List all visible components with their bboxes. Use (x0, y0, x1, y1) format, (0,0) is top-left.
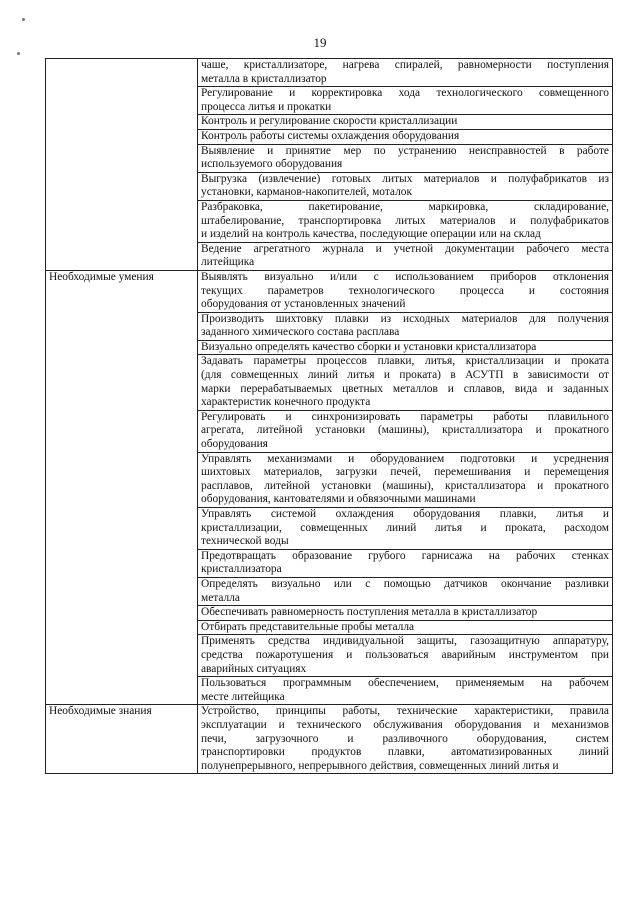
cell-text-line: Управлять механизмами и оборудованием подготовки и усреднения (201, 452, 609, 465)
cell-text-line: Выявление и принятие мер по устранению неисправностей в работе (201, 144, 609, 157)
section-label: Необходимые знания (46, 705, 198, 774)
cell-text-line: процесса литья и прокатки (201, 100, 332, 113)
table-cell (198, 312, 613, 340)
cell-text-line: оборудования от установленных значений (201, 298, 406, 311)
cell-text-line: Отбирать представительные пробы металла (201, 620, 415, 633)
table-cell (198, 200, 613, 242)
table-cell (198, 172, 613, 200)
scan-speck (17, 52, 20, 55)
cell-text-line: Применять средства индивидуальной защиты, газозащитную аппаратуру, (201, 635, 609, 648)
cell-text-line: агрегата, литейной установки (машины), кристаллизатора и прокатного (201, 424, 609, 437)
cell-text-line: Ведение агрегатного журнала и учетной документации рабочего места (201, 242, 609, 255)
cell-text-line: металла (201, 591, 240, 604)
table-cell (198, 606, 613, 621)
table-cell (198, 577, 613, 605)
cell-text-line: Задавать параметры процессов плавки, литья, кристаллизации и проката (201, 355, 609, 368)
section-label: Необходимые умения (46, 270, 198, 704)
cell-text-line: Устройство, принципы работы, технические характеристики, правила (201, 705, 609, 718)
cell-text-line: используемого оборудования (201, 158, 343, 171)
table-cell (198, 59, 613, 87)
table-cell (198, 115, 613, 130)
cell-text-line: Обеспечивать равномерность поступления металла в кристаллизатор (201, 606, 538, 619)
cell-text-line: шихтовых материалов, загрузки печей, перемешивания и перемещения (201, 466, 609, 479)
table-cell (198, 635, 613, 677)
section-label (46, 59, 198, 271)
cell-text-line: Регулировать и синхронизировать параметры работы плавильного (201, 410, 609, 423)
cell-text-line: характеристик конечного продукта (201, 396, 371, 409)
cell-text-line: Выгрузка (извлечение) готовых литых материалов и полуфабрикатов из (201, 172, 609, 185)
table-cell (198, 87, 613, 115)
cell-text-line: транспортировки продуктов плавки, автоматизированных линий (201, 746, 609, 759)
cell-text-line: литейщика (201, 256, 255, 269)
cell-text-line: аварийных ситуациях (201, 662, 307, 675)
cell-text-line: оборудования, кантователями и обвязочными машинами (201, 493, 476, 506)
cell-text-line: текущих параметров технологического процесса и состояния (201, 284, 609, 297)
table-row (46, 59, 613, 87)
cell-text-line: средства пожаротушения и пользоваться аварийным инструментом при (201, 648, 609, 661)
cell-text-line: Пользоваться программным обеспечением, применяемым на рабочем (201, 677, 609, 690)
competency-table (45, 58, 613, 774)
table-cell (198, 705, 613, 774)
cell-text-line: Визуально определять качество сборки и установки кристаллизатора (201, 340, 537, 353)
table-row (46, 270, 613, 312)
cell-text-line: штабелирование, транспортировка литых материалов и полуфабрикатов (201, 214, 609, 227)
page-number: 19 (313, 35, 327, 50)
cell-text-line: установки, карманов-накопителей, моталок (201, 186, 413, 199)
table-cell (198, 508, 613, 550)
cell-text-line: Управлять системой охлаждения оборудования плавки, литья и (201, 508, 609, 520)
cell-text-line: оборудования (201, 438, 268, 451)
cell-text-line: Производить шихтовку плавки из исходных материалов для получения (201, 312, 609, 325)
cell-text-line: (для совмещенных линий литья и проката) в АСУТП в зависимости от (201, 369, 609, 382)
cell-text-line: Предотвращать образование грубого гарнисажа на рабочих стенках (201, 549, 609, 562)
cell-text-line: Определять визуально или с помощью датчиков окончание разливки (201, 577, 609, 590)
cell-text-line: расплавов, литейной установки (машины), кристаллизатора и прокатного (201, 479, 609, 492)
cell-text-line: и изделий на контроль качества, последующие операции или на склад (201, 228, 541, 241)
cell-text-line: Контроль и регулирование скорости кристаллизации (201, 115, 458, 128)
table-cell (198, 452, 613, 507)
table-cell (198, 129, 613, 144)
table-cell (198, 355, 613, 410)
table-cell (198, 549, 613, 577)
cell-text-line: металла в кристаллизатор (201, 72, 327, 85)
scan-speck (22, 18, 25, 21)
cell-text-line: Разбраковка, пакетирование, маркировка, складирование, (201, 200, 609, 213)
table-cell (198, 340, 613, 355)
cell-text-line: технической воды (201, 535, 289, 548)
cell-text-line: заданного химического состава расплава (201, 326, 400, 339)
table-cell (198, 144, 613, 172)
cell-text-line: кристаллизации, совмещенных линий литья и проката, расходом (201, 521, 609, 534)
cell-text-line: печи, загрузочного и разливочного оборудования, систем (201, 732, 609, 745)
table-cell (198, 410, 613, 452)
table-cell (198, 270, 613, 312)
cell-text-line: месте литейщика (201, 690, 285, 703)
cell-text-line: Контроль работы системы охлаждения оборудования (201, 129, 460, 142)
table-row (46, 705, 613, 774)
cell-text-line: эксплуатации и технического обслуживания оборудования и механизмов (201, 718, 609, 731)
cell-text-line: Выявлять визуально и/или с использованием приборов отклонения (201, 270, 609, 283)
cell-text-line: чаше, кристаллизаторе, нагрева спиралей, равномерности поступления (201, 59, 609, 71)
cell-text-line: полунепрерывного, непрерывного действия, совмещенных линий литья и (201, 759, 559, 772)
cell-text-line: кристаллизатора (201, 563, 282, 576)
table-cell (198, 242, 613, 270)
table-cell (198, 677, 613, 705)
cell-text-line: Регулирование и корректировка хода технологического совмещенного (201, 87, 609, 100)
table-cell (198, 620, 613, 635)
cell-text-line: марки перерабатываемых цветных металлов и сплавов, вида и заданных (201, 382, 609, 395)
